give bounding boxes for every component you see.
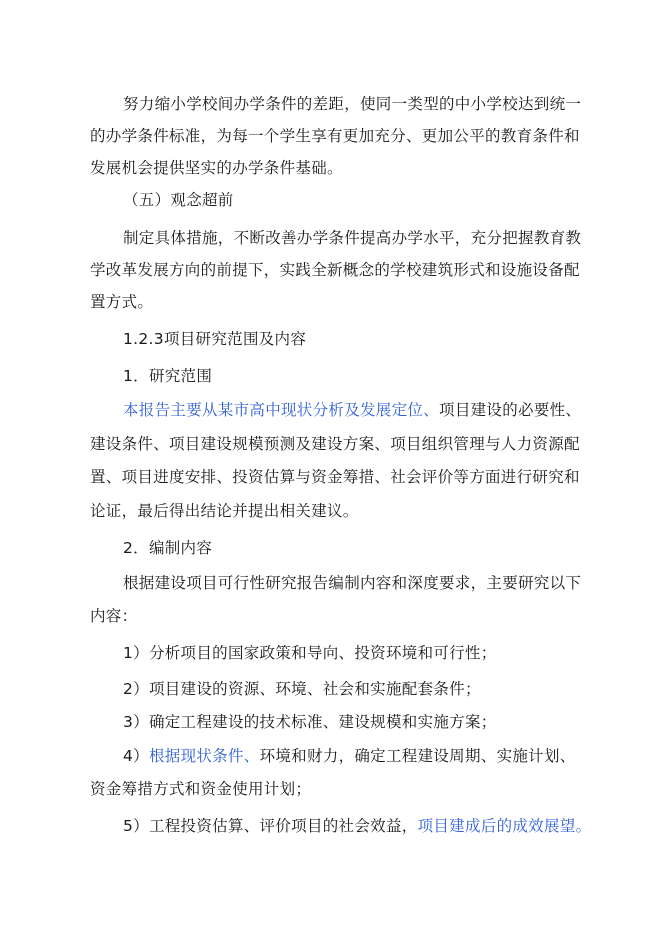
text-line <box>0 126 662 146</box>
list-item <box>0 712 662 732</box>
text: 根据建设项目可行性研究报告编制内容和深度要求，主要研究以下 <box>123 574 582 592</box>
text: 建设条件、项目建设规模预测及建设方案、项目组织管理与人力资源配 <box>90 435 580 453</box>
highlighted-text: 本报告主要从某市高中现状分析及发展定位、 <box>123 401 440 419</box>
text-line <box>0 158 662 178</box>
text: 环境和财力，确定工程建设周期、实施计划、 <box>259 747 576 765</box>
section-heading <box>0 190 662 210</box>
text: 的办学条件标准，为每一个学生享有更加充分、更加公平的教育条件和 <box>90 127 580 145</box>
text-line <box>0 501 662 521</box>
text-line <box>0 400 662 420</box>
list-item <box>0 746 662 766</box>
text-line <box>0 779 662 799</box>
text: 资金筹措方式和资金使用计划； <box>90 780 312 798</box>
text: 5）工程投资估算、评价项目的社会效益， <box>123 817 418 835</box>
text-line <box>0 606 662 626</box>
text-line <box>0 573 662 593</box>
heading-text: （五）观念超前 <box>123 191 234 209</box>
text: 3）确定工程建设的技术标准、建设规模和实施方案； <box>123 713 497 731</box>
subsection-heading <box>0 366 662 386</box>
text: 论证，最后得出结论并提出相关建议。 <box>90 502 359 520</box>
heading-text: 1．研究范围 <box>123 367 213 385</box>
text-line <box>0 292 662 312</box>
highlighted-text: 根据现状条件、 <box>148 747 260 765</box>
highlighted-text: 项目建成后的成效展望。 <box>417 817 592 835</box>
text-line <box>0 434 662 454</box>
list-item <box>0 643 662 663</box>
section-heading <box>0 329 662 349</box>
text-line <box>0 467 662 487</box>
heading-text: 1.2.3项目研究范围及内容 <box>123 330 307 348</box>
text: 学改革发展方向的前提下，实践全新概念的学校建筑形式和设施设备配 <box>90 261 580 279</box>
text: 内容： <box>90 607 138 625</box>
text: 1）分析项目的国家政策和导向、投资环境和可行性； <box>123 644 497 662</box>
text: 制定具体措施，不断改善办学条件提高办学水平，充分把握教育教 <box>123 229 582 247</box>
list-item <box>0 816 662 836</box>
text: 置、项目进度安排、投资估算与资金筹措、社会评价等方面进行研究和 <box>90 468 580 486</box>
text-line <box>0 260 662 280</box>
text: 努力缩小学校间办学条件的差距，使同一类型的中小学校达到统一 <box>123 95 582 113</box>
text: 2）项目建设的资源、环境、社会和实施配套条件； <box>123 680 481 698</box>
list-item <box>0 679 662 699</box>
heading-text: 2．编制内容 <box>123 539 213 557</box>
text: 置方式。 <box>90 293 154 311</box>
text-line <box>0 94 662 114</box>
subsection-heading <box>0 538 662 558</box>
text-line <box>0 228 662 248</box>
text: 项目建设的必要性、 <box>439 401 582 419</box>
text: 发展机会提供坚实的办学条件基础。 <box>90 159 343 177</box>
text: 4） <box>123 747 149 765</box>
